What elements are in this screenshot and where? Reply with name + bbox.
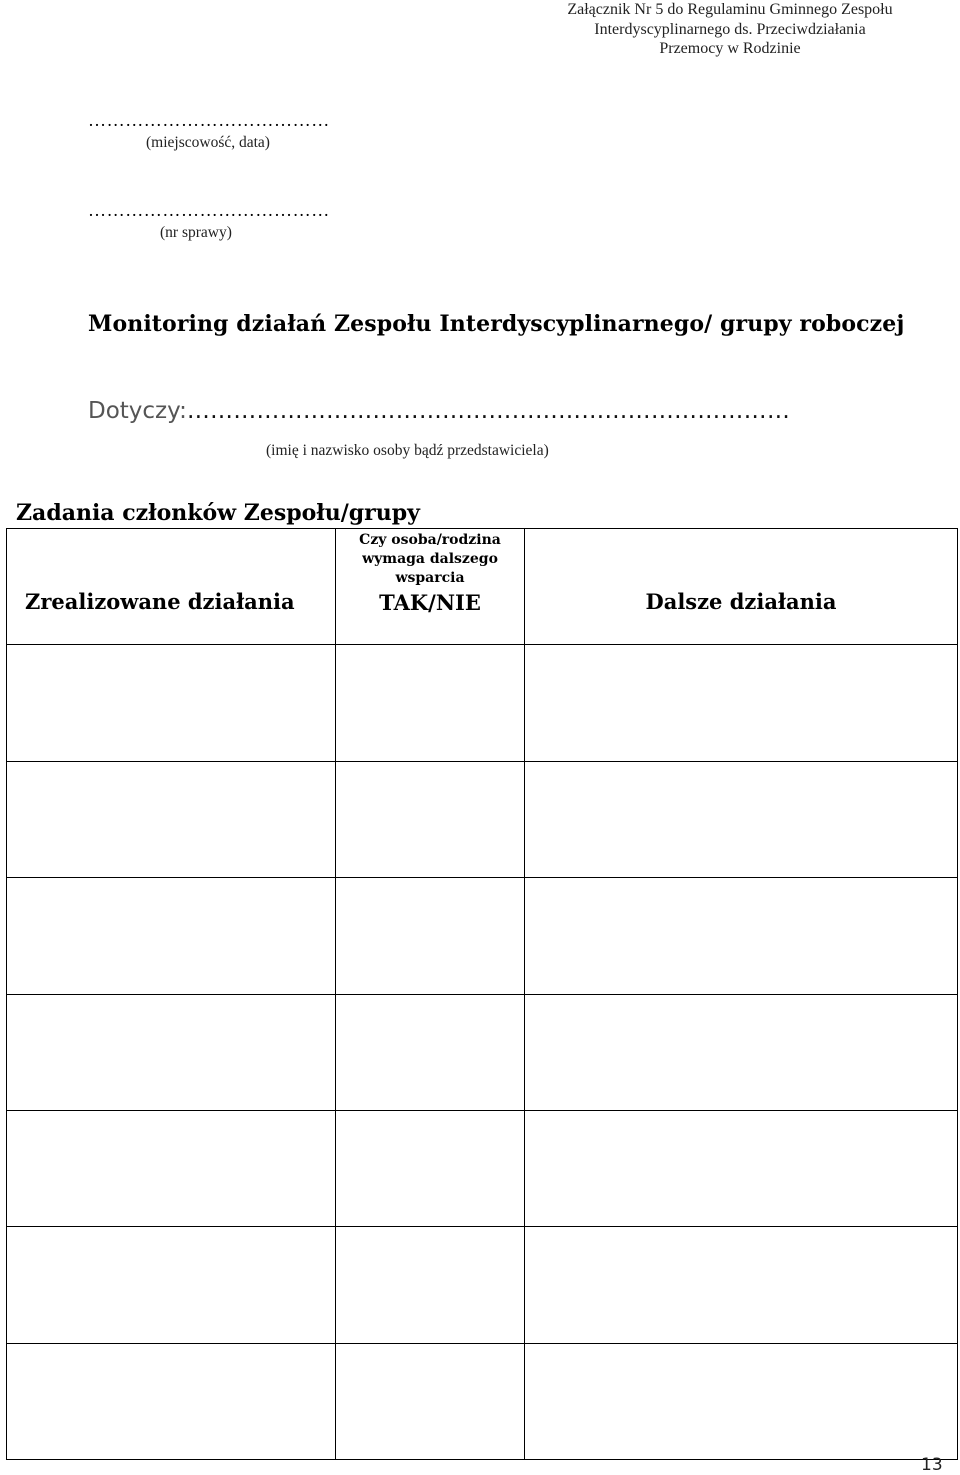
- completed-actions-cell[interactable]: [7, 878, 336, 994]
- support-needed-cell[interactable]: [336, 1343, 525, 1459]
- support-needed-cell[interactable]: [336, 1227, 525, 1343]
- header-cell-further-actions: [525, 529, 958, 645]
- page-title: Monitoring działań Zespołu Interdyscyplinarnego/ grupy roboczej: [88, 311, 905, 337]
- annex-line-3: Przemocy w Rodzinie: [659, 40, 801, 57]
- further-actions-cell[interactable]: [525, 645, 958, 761]
- monitoring-table: [6, 528, 958, 1460]
- completed-actions-cell[interactable]: [7, 994, 336, 1110]
- completed-actions-cell[interactable]: [7, 761, 336, 877]
- table-row: [7, 878, 958, 994]
- support-needed-cell[interactable]: [336, 645, 525, 761]
- support-question: Czy osoba/rodzina wymaga dalszego wsparcia: [359, 532, 501, 586]
- completed-actions-cell[interactable]: [7, 1110, 336, 1226]
- table-row: [7, 1343, 958, 1459]
- table-body: [7, 645, 958, 1460]
- concerns-field[interactable]: [88, 398, 888, 424]
- support-needed-cell[interactable]: [336, 761, 525, 877]
- annex-line-2: Interdyscyplinarnego ds. Przeciwdziałania: [594, 20, 866, 38]
- case-number-field[interactable]: [88, 200, 398, 242]
- annex-line-1: Załącznik Nr 5 do Regulaminu Gminnego Zespołu: [567, 1, 893, 18]
- further-actions-cell[interactable]: [525, 994, 958, 1110]
- concerns-dots: ……………………………………………………………………: [186, 398, 791, 424]
- table-row: [7, 645, 958, 761]
- table-header-row: [7, 529, 958, 645]
- completed-actions-cell[interactable]: [7, 1227, 336, 1343]
- table-row: [7, 1227, 958, 1343]
- table-row: [7, 761, 958, 877]
- concerns-label: Dotyczy:: [88, 398, 187, 424]
- further-actions-cell[interactable]: [525, 1110, 958, 1226]
- yes-no-label: TAK/NIE: [379, 590, 481, 615]
- place-date-dots: …………………………………: [88, 110, 330, 130]
- page-number: 13: [921, 1455, 943, 1475]
- case-number-caption: (nr sprawy): [160, 224, 232, 241]
- further-actions-cell[interactable]: [525, 1227, 958, 1343]
- table-row: [7, 994, 958, 1110]
- support-needed-cell[interactable]: [336, 878, 525, 994]
- col-further-actions-label: Dalsze działania: [645, 589, 837, 614]
- further-actions-cell[interactable]: [525, 1343, 958, 1459]
- place-date-field[interactable]: [88, 110, 398, 152]
- place-date-caption: (miejscowość, data): [146, 134, 270, 151]
- table-row: [7, 1110, 958, 1226]
- case-number-dots: …………………………………: [88, 200, 330, 220]
- further-actions-cell[interactable]: [525, 878, 958, 994]
- support-needed-cell[interactable]: [336, 1110, 525, 1226]
- support-needed-cell[interactable]: [336, 994, 525, 1110]
- annex-header: [520, 0, 940, 59]
- header-cell-support-needed: [336, 529, 525, 645]
- concerns-caption: (imię i nazwisko osoby bądź przedstawiciela): [266, 442, 549, 459]
- header-cell-completed-actions: [7, 529, 336, 645]
- section-title: Zadania członków Zespołu/grupy: [16, 500, 420, 526]
- col-completed-actions-label: Zrealizowane działania: [25, 589, 295, 614]
- completed-actions-cell[interactable]: [7, 645, 336, 761]
- further-actions-cell[interactable]: [525, 761, 958, 877]
- completed-actions-cell[interactable]: [7, 1343, 336, 1459]
